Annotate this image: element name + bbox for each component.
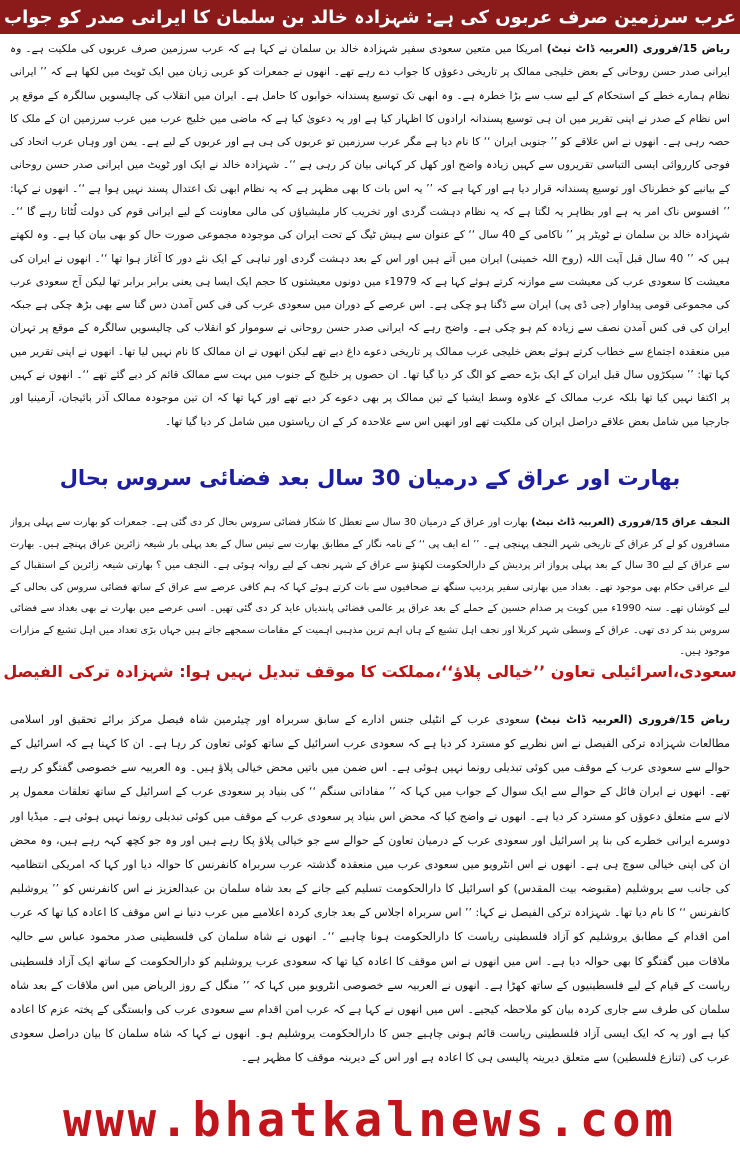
headline-turki-al-faisal: سعودی،اسرائیلی تعاون ’’خیالی پلاؤ‘‘،مملکت کا موقف تبدیل نہیں ہوا: شہزادہ ترکی الفیصل: [3, 662, 737, 681]
article-saudi-israel: [10, 708, 730, 1078]
main-headline: عرب سرزمین صرف عربوں کی ہے: شہزادہ خالد بن سلمان کا ایرانی صدر کو جواب: [0, 0, 740, 34]
article-india-iraq: [10, 512, 730, 662]
article-body: امریکا میں متعین سعودی سفیر شہزادہ خالد بن سلمان نے کہا ہے کہ عرب سرزمین صرف عربوں کی ملکیت ہے۔ وہ ایرانی صدر حسن روحانی کے بعض خلیجی ممالک پر تاریخی دعوؤں کا جواب دے رہے تھے۔ انھوں نے جمعرات کو عربی زبان میں ایک ٹویٹ میں لکھا ہے کہ ’’ ایرانی نظام ہمارے خطے کے استحکام کے لیے سب سے بڑا خطرہ ہے۔ وہ ابھی تک توسیع پسندانہ خوابوں کا حامل ہے۔ ایران میں انقلاب کی چالیسویں سالگرہ کے موقع پر اس نظام کے صدر نے اپنی تقریر میں ان ہی توسیع پسندانہ ارادوں کا اظہار کیا ہے اور یہ دعویٰ کیا ہے کہ ماضی میں خلیج عرب میں عرب سرزمین ان کے ملک کا حصہ رہی ہے۔ انھوں نے اس علاقے کو ’’ جنوبی ایران ‘‘ کا نام دیا ہے مگر عرب سرزمین تو عربوں کی ہی ہے اور عربوں کے لیے ہے۔ یمن اور وہاں عرب اتحاد کی فوجی کارروائی ایسی التباسی تقریروں سے کہیں زیادہ واضح اور کھل کر کہانی بیان کر رہی ہے ‘‘۔ شہزادہ خالد نے ایک اور ٹویٹ میں ایرانی صدر حسن روحانی کے بیانیے کو خطرناک اور توسیع پسندانہ قرار دیا ہے اور کہا ہے کہ ’’ یہ اس بات کا بھی مظہر ہے کہ یہ نظام ابھی تک اعتدال پسند نہیں ہوا ہے ‘‘۔ انھوں نے کہا: ’’ افسوس ناک امر یہ ہے اور بظاہر یہ لگتا ہے کہ یہ نظام دہشت گردی اور تخریب کار ملیشیاؤں کی مالی معاونت کے لیے ایرانی قوم کی دولت لُٹاتا رہے گا ‘‘۔ شہزادہ خالد بن سلمان نے ٹویٹر پر ’’ ناکامی کے 40 سال ‘‘ کے عنوان سے ہیش ٹیگ کے تحت ایران کی موجودہ مجموعی صورت حال کو بھی بیان کیا ہے۔ وہ لکھتے ہیں کہ ’’ 40 سال قبل آیت اللہ (روح اللہ خمینی) ایران میں آتے ہیں اور اس کے بعد دہشت گردی اور تباہی کے ایک نئے دور کا آغاز ہوا تھا ‘‘۔ انھوں نے ایران کی معیشت کا سعودی عرب کی معیشت سے موازنہ کرتے ہوئے کہا ہے کہ 1979ء میں دونوں معیشتوں کا حجم ایک ایسا ہی یعنی برابر برابر تھا لیکن آج سعودی عرب کی مجموعی قومی پیداوار (جی ڈی پی) ایران سے ڈگنا ہو چکی ہے۔ اس عرصے کے دوران میں سعودی عرب کی فی کس آمدن دس گنا سے بھی بڑھ چکی ہے جبکہ ایران کی فی کس آمدن نصف سے زیادہ کم ہو چکی ہے۔ واضح رہے کہ ایرانی صدر حسن روحانی نے سوموار کو انقلاب کی چالیسویں سالگرہ کے موقع پر تہران میں منعقدہ اجتماع سے خطاب کرتے ہوئے بعض خلیجی عرب ممالک پر تاریخی دعوے داغ دیے تھے لیکن انھوں نے ان ممالک کا نام نہیں لیا تھا۔ انھوں نے اپنی تقریر میں کہا تھا: ’’ سیکڑوں سال قبل ایران کے ایک بڑے حصے کو الگ کر دیا گیا تھا۔ ان حصوں پر خلیج کے جنوب میں بہت سے ممالک قائم کر دیے گئے تھے ‘‘۔ انھوں نے کہیں پر اکتفا نہیں کیا تھا بلکہ عرب ممالک کے علاوہ وسط ایشیا کے تین ممالک پر بھی دعوے کر دیے تھے اور کہا تھا کہ ان تین موجودہ ممالک آذر بائیجان، آرمینیا اور جارجیا میں شامل بعض علاقے دراصل ایران کی ملکیت تھے اور انھیں اس سے علاحدہ کر کے ان ریاستوں میں شامل کر دیا گیا تھا۔: [10, 43, 730, 428]
dateline: ریاض 15/فروری (العربیہ ڈاٹ نیٹ): [529, 713, 730, 726]
article-paragraph: [10, 708, 730, 1070]
article-paragraph: [10, 38, 730, 434]
site-url-watermark: www.bhatkalnews.com: [63, 1092, 677, 1148]
article-paragraph: [10, 512, 730, 662]
article-body: بھارت اور عراق کے درمیان 30 سال سے تعطل کا شکار فضائی سروس بحال کر دی گئی ہے۔ جمعرات کو بھارت سے پہلی پرواز مسافروں کو لے کر عراق کے تاریخی شہر النجف پہنچی ہے۔ ’’ اے ایف پی ‘‘ کے نامہ نگار کے مطابق بھارت سے تیس سال کے بعد پہلی بار شیعہ زائرین عراق پہنچے ہیں۔ بھارت سے عراق کے لیے 30 سال کے بعد پہلی پرواز اتر پردیش کے دارالحکومت لکھنؤ سے عراق کے شہر نجف کے لیے روانہ ہوئی ہے۔ النجف میں ؟ بھارتی شیعہ زائرین کے استقبال کے لیے عراقی حکام بھی موجود تھے۔ بغداد میں بھارتی سفیر پردیپ سنگھ نے صحافیوں سے بات کرتے ہوئے کہا کہ ہم کافی عرصے سے عراق کے ساتھ فضائی سروس کی بحالی کے لیے کوشاں تھے۔ سنہ 1990ء میں کویت پر صدام حسین کے حملے کے بعد عراق پر عالمی فضائی پابندیاں عاید کر دی گئی تھیں۔ اسی عرصے میں بھارت نے بھی بغداد سے فضائی سروس بند کر دی تھی۔ عراق کے وسطی شہر کربلا اور نجف اہل تشیع کے ہاں اہم ترین مذہبی اہمیت کے مقامات سمجھے جاتے ہیں جہاں بڑی تعداد میں اہل تشیع کے مزارات موجود ہیں۔: [10, 517, 730, 658]
article-saudi-iran: [10, 38, 730, 444]
dateline: ریاض 15/فروری (العربیہ ڈاٹ نیٹ): [542, 43, 730, 55]
dateline: النجف عراق 15/فروری (العربیہ ڈاٹ نیٹ): [527, 517, 730, 528]
headline-india-iraq-flights: بھارت اور عراق کے درمیان 30 سال بعد فضائی سروس بحال: [59, 466, 681, 490]
article-body: سعودی عرب کے انٹیلی جنس ادارے کے سابق سربراہ اور چیئرمین شاہ فیصل مرکز برائے تحقیق اور اسلامی مطالعات شہزادہ ترکی الفیصل نے اس نظریے کو مسترد کر دیا ہے کہ سعودی عرب اسرائیل کے ساتھ کوئی تعاون کر رہا ہے۔ ان کا کہنا ہے کہ اسرائیل کے حوالے سے سعودی عرب کے موقف میں کوئی تبدیلی رونما نہیں ہوئی ہے۔ اس ضمن میں باتیں محض خیالی پلاؤ ہیں۔ وہ العربیہ سے خصوصی گفتگو کر رہے تھے۔ انھوں نے ایران فائل کے حوالے سے ایک سوال کے جواب میں کہا کہ ’’ مفاداتی سنگم ‘‘ کی بنیاد پر سعودی عرب کے اسرائیل کے ساتھ تعلقات معمول پر لانے سے متعلق دعوؤں کو مسترد کر دیا ہے۔ انھوں نے واضح کیا کہ محض اس بنیاد پر سعودی عرب کے موقف میں کوئی تبدیلی رونما نہیں ہوئی ہے۔ میڈیا اور دوسرے ایرانی خطرے کی بنا پر اسرائیل اور سعودی عرب کے درمیان تعاون کے حوالے سے جو خیالی پلاؤ پکا رہے ہیں اور وہ جو کچھ کہہ رہے ہیں، وہ محض ان کی اپنی خیالی سوچ ہی ہے۔ انھوں نے اس انٹرویو میں سعودی عرب میں منعقدہ گذشتہ عرب سربراہ کانفرنس کا حوالہ دیا اور کہا کہ امریکی انتظامیہ کی جانب سے یروشلیم (مقبوضہ بیت المقدس) کو اسرائیل کا دارالحکومت تسلیم کیے جانے کے بعد شاہ سلمان بن عبدالعزیز نے اس کانفرنس کو ’’ یروشلیم کانفرنس ‘‘ کا نام دیا تھا۔ شہزادہ ترکی الفیصل نے کہا: ’’ اس سربراہ اجلاس کے بعد جاری کردہ اعلامیے میں عرب دنیا نے اس موقف کا اعادہ کیا تھا کہ عرب امن اقدام کے مطابق یروشلیم کو آزاد فلسطینی ریاست کا دارالحکومت ہونا چاہیے ‘‘۔ انھوں نے شاہ سلمان کی فلسطینی صدر محمود عباس سے حالیہ ملاقات میں گفتگو کا بھی حوالہ دیا ہے۔ اس میں انھوں نے اس موقف کا اعادہ کیا تھا کہ سعودی عرب یروشلیم کو دارالحکومت کے ساتھ ایک آزاد فلسطینی ریاست کے قیام کے لیے فلسطینیوں کے ساتھ کھڑا ہے۔ انھوں نے العربیہ سے خصوصی انٹرویو میں کہا کہ ’’ منگل کے روز الریاض میں اس ملاقات کے بعد شاہ سلمان کی طرف سے جاری کردہ بیان کو ملاحظہ کیجیے۔ اس میں انھوں نے کہا ہے کہ عرب امن اقدام سے سعودی عرب کی وابستگی کے پختہ عزم کا اعادہ کیا ہے اور یہ کہ ایک ایسی آزاد فلسطینی ریاست قائم ہونی چاہیے جس کا دارالحکومت یروشلیم ہو۔ انھوں نے کہا کہ شاہ سلمان کا بیان دراصل سعودی عرب کی (تنازع فلسطین) سے متعلق دیرینہ پالیسی ہی کا اعادہ ہے اور اس کے دیرینہ موقف کا مظہر ہے۔: [10, 713, 730, 1065]
